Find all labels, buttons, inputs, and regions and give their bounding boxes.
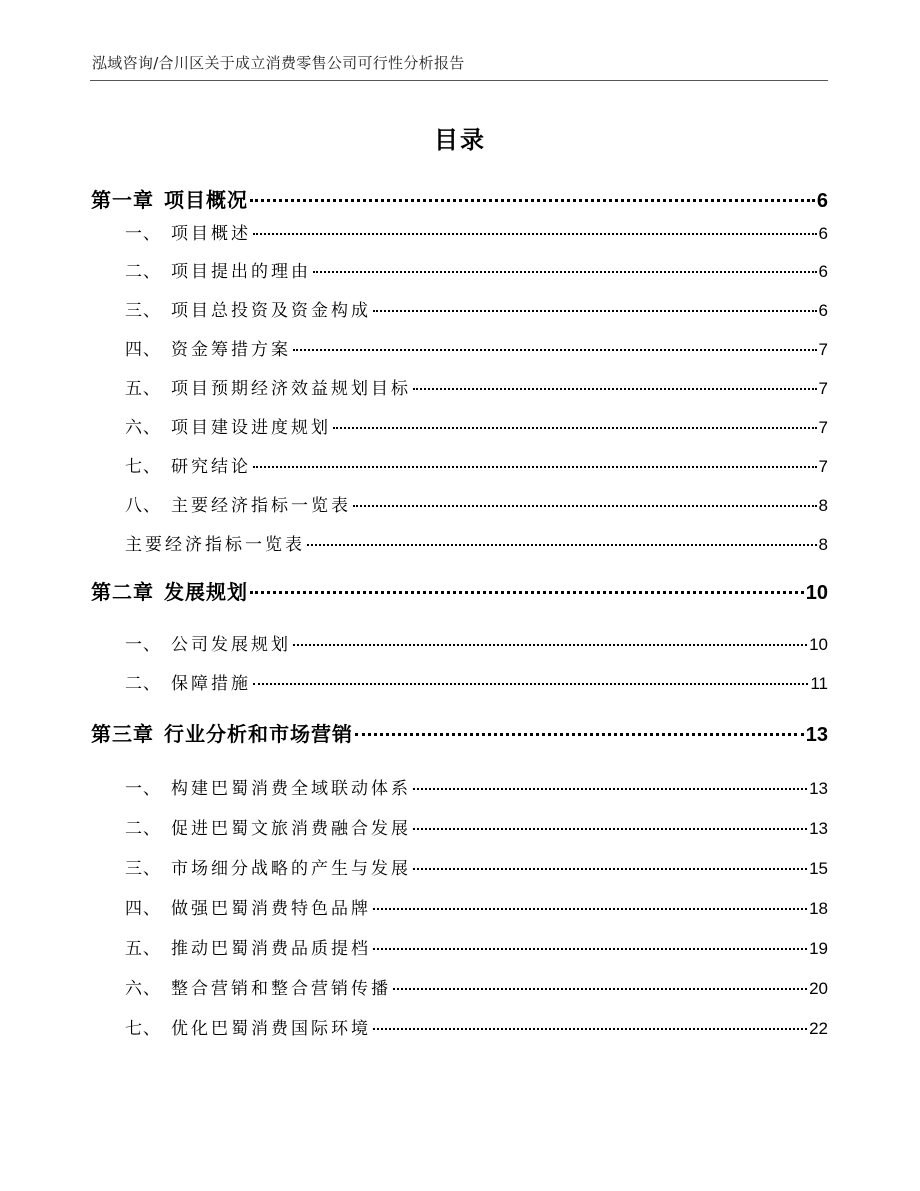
dot-leader: [373, 948, 807, 950]
toc-entry[interactable]: [125, 630, 828, 655]
toc-entry[interactable]: [125, 257, 828, 282]
section-title: 资金筹措方案: [171, 340, 291, 360]
toc-entry[interactable]: [125, 774, 828, 799]
section-number: 二、: [125, 819, 161, 839]
toc-entry[interactable]: [125, 530, 828, 555]
header-divider: [90, 80, 828, 81]
page-number: 19: [809, 939, 828, 958]
toc-entry[interactable]: [125, 374, 828, 399]
section-number: 七、: [125, 457, 161, 477]
page-number: 13: [809, 819, 828, 838]
toc-entry[interactable]: [125, 1014, 828, 1039]
toc-chapter-2[interactable]: [91, 576, 828, 605]
page-number: 18: [809, 899, 828, 918]
toc-chapter-1[interactable]: [91, 184, 828, 213]
section-title: 项目总投资及资金构成: [171, 301, 371, 321]
page-number: 13: [805, 724, 828, 746]
page-number: 6: [818, 262, 828, 281]
toc-entry[interactable]: [125, 491, 828, 516]
section-number: 三、: [125, 859, 161, 879]
dot-leader: [253, 466, 817, 468]
page-number: 10: [809, 635, 828, 654]
section-title: 优化巴蜀消费国际环境: [171, 1019, 371, 1039]
section-number: 六、: [125, 979, 161, 999]
toc-entry[interactable]: [125, 219, 828, 244]
toc-entry[interactable]: [125, 894, 828, 919]
dot-leader: [373, 310, 817, 312]
page-number: 7: [818, 418, 828, 437]
chapter-number: 第一章: [91, 188, 154, 212]
page-number: 6: [818, 224, 828, 243]
dot-leader: [353, 505, 817, 507]
section-title: 保障措施: [171, 674, 251, 694]
section-number: 四、: [125, 899, 161, 919]
section-title: 主要经济指标一览表: [125, 535, 305, 555]
chapter-title: 项目概况: [164, 188, 248, 212]
page-number: 11: [810, 674, 828, 693]
dot-leader: [413, 788, 807, 790]
dot-leader: [313, 271, 817, 273]
page-number: 6: [816, 190, 828, 212]
chapter-title: 发展规划: [164, 580, 248, 604]
dot-leader: [393, 988, 807, 990]
toc-entry[interactable]: [125, 854, 828, 879]
page-number: 7: [818, 457, 828, 476]
toc-entry[interactable]: [125, 934, 828, 959]
toc-entry[interactable]: [125, 669, 828, 694]
section-number: 五、: [125, 379, 161, 399]
section-title: 促进巴蜀文旅消费融合发展: [171, 819, 411, 839]
toc-title: 目录: [434, 126, 486, 154]
dot-leader: [250, 199, 815, 202]
dot-leader: [413, 868, 807, 870]
section-title: 构建巴蜀消费全域联动体系: [171, 779, 411, 799]
dot-leader: [413, 828, 807, 830]
dot-leader: [355, 733, 804, 736]
toc-entry[interactable]: [125, 814, 828, 839]
section-number: 八、: [125, 496, 161, 516]
toc-entry[interactable]: [125, 335, 828, 360]
section-title: 项目提出的理由: [171, 262, 311, 282]
page-number: 15: [809, 859, 828, 878]
chapter-title: 行业分析和市场营销: [164, 722, 353, 746]
page-number: 8: [818, 535, 828, 554]
section-title: 市场细分战略的产生与发展: [171, 859, 411, 879]
page-number: 8: [818, 496, 828, 515]
dot-leader: [253, 683, 808, 685]
section-title: 研究结论: [171, 457, 251, 477]
dot-leader: [250, 591, 804, 594]
dot-leader: [373, 1028, 807, 1030]
section-title: 推动巴蜀消费品质提档: [171, 939, 371, 959]
section-title: 整合营销和整合营销传播: [171, 979, 391, 999]
section-title: 项目预期经济效益规划目标: [171, 379, 411, 399]
section-number: 六、: [125, 418, 161, 438]
page-number: 6: [818, 301, 828, 320]
page-number: 7: [818, 340, 828, 359]
page-number: 20: [809, 979, 828, 998]
section-number: 一、: [125, 779, 161, 799]
dot-leader: [293, 349, 817, 351]
page-number: 7: [818, 379, 828, 398]
chapter-number: 第二章: [91, 580, 154, 604]
dot-leader: [307, 544, 817, 546]
page-number: 10: [805, 582, 828, 604]
toc-entry[interactable]: [125, 974, 828, 999]
dot-leader: [373, 908, 807, 910]
chapter-number: 第三章: [91, 722, 154, 746]
toc-entry[interactable]: [125, 296, 828, 321]
section-number: 二、: [125, 262, 161, 282]
page-number: 13: [809, 779, 828, 798]
section-title: 公司发展规划: [171, 635, 291, 655]
section-title: 主要经济指标一览表: [171, 496, 351, 516]
section-number: 七、: [125, 1019, 161, 1039]
section-title: 项目建设进度规划: [171, 418, 331, 438]
section-title: 做强巴蜀消费特色品牌: [171, 899, 371, 919]
toc-entry[interactable]: [125, 452, 828, 477]
header-title: 泓域咨询/合川区关于成立消费零售公司可行性分析报告: [92, 54, 465, 72]
dot-leader: [413, 388, 817, 390]
section-number: 四、: [125, 340, 161, 360]
toc-entry[interactable]: [125, 413, 828, 438]
section-title: 项目概述: [171, 224, 251, 244]
page-number: 22: [809, 1019, 828, 1038]
section-number: 一、: [125, 224, 161, 244]
section-number: 二、: [125, 674, 161, 694]
section-number: 一、: [125, 635, 161, 655]
dot-leader: [253, 233, 817, 235]
dot-leader: [293, 644, 807, 646]
toc-chapter-3[interactable]: [91, 718, 828, 747]
dot-leader: [333, 427, 817, 429]
section-number: 三、: [125, 301, 161, 321]
section-number: 五、: [125, 939, 161, 959]
